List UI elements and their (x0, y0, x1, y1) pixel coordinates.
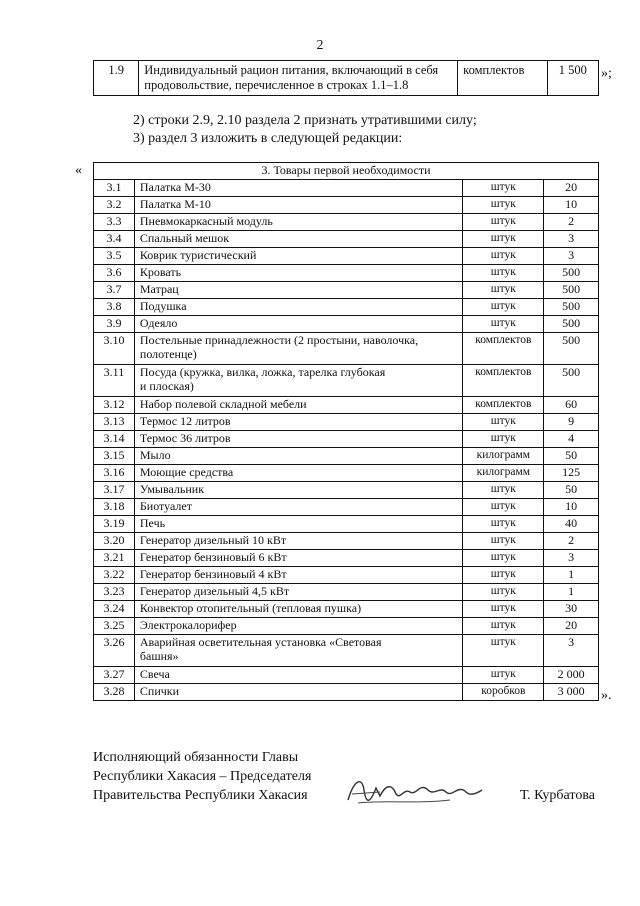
table-row (94, 397, 599, 414)
row-name (134, 516, 463, 533)
row-name (134, 299, 463, 316)
row-number: 3.4 (94, 231, 135, 248)
row-qty: 10 (544, 197, 599, 214)
row-qty: 4 (544, 431, 599, 448)
row-name (134, 567, 463, 584)
row-unit: штук (463, 214, 544, 231)
row-unit: штук (463, 533, 544, 550)
table-row (94, 567, 599, 584)
row-unit: штук (463, 618, 544, 635)
row-name-line2: и плоская) (139, 379, 194, 393)
row-unit: штук (463, 601, 544, 618)
table-row (94, 533, 599, 550)
row-qty: 30 (544, 601, 599, 618)
row-qty: 20 (544, 618, 599, 635)
handwritten-signature (340, 770, 490, 810)
row-unit: штук (463, 248, 544, 265)
row-name (134, 550, 463, 567)
row-number: 3.3 (94, 214, 135, 231)
row-number: 3.13 (94, 414, 135, 431)
row-name (134, 333, 463, 365)
row-unit: штук (463, 667, 544, 684)
row-number: 3.25 (94, 618, 135, 635)
row-qty: 500 (544, 265, 599, 282)
row-name-line1: Генератор бензиновый 4 кВт (139, 567, 287, 581)
row-name (134, 482, 463, 499)
row-name (134, 584, 463, 601)
paragraph-2: 2) строки 2.9, 2.10 раздела 2 признать утратившими силу; (133, 113, 477, 128)
top-close-quote: »; (601, 66, 612, 81)
table-row (94, 265, 599, 282)
table-row (94, 465, 599, 482)
row-qty: 10 (544, 499, 599, 516)
row-name (134, 397, 463, 414)
row-number: 3.22 (94, 567, 135, 584)
row-name (139, 61, 458, 96)
table-row (94, 684, 599, 701)
row-name-line1: Спальный мешок (139, 231, 230, 245)
table-row (94, 333, 599, 365)
table-row (94, 365, 599, 397)
row-name (134, 231, 463, 248)
row-qty: 20 (544, 180, 599, 197)
table-row (94, 214, 599, 231)
row-name (134, 465, 463, 482)
row-name-line2: полотенце) (139, 347, 197, 361)
section-header-row (94, 163, 599, 180)
table-row (94, 414, 599, 431)
row-qty: 125 (544, 465, 599, 482)
row-name-line2: продовольствие, перечисленное в строках 1.1–1.8 (144, 78, 409, 92)
row-number: 3.20 (94, 533, 135, 550)
row-unit: штук (463, 265, 544, 282)
table-row (94, 231, 599, 248)
row-name-line1: Печь (139, 516, 166, 530)
open-quote: « (75, 163, 82, 178)
row-qty: 3 (544, 635, 599, 667)
row-unit: комплектов (463, 397, 544, 414)
row-number: 3.2 (94, 197, 135, 214)
table-row (94, 180, 599, 197)
row-unit: штук (463, 231, 544, 248)
row-name (134, 282, 463, 299)
row-unit: штук (463, 414, 544, 431)
row-name-line1: Генератор бензиновый 6 кВт (139, 550, 287, 564)
previous-table-row (93, 60, 599, 96)
signatory-line1: Исполняющий обязанности Главы (93, 750, 299, 765)
row-unit: штук (463, 482, 544, 499)
row-number: 3.27 (94, 667, 135, 684)
section-3-table (93, 162, 599, 701)
row-number: 3.9 (94, 316, 135, 333)
row-number: 3.12 (94, 397, 135, 414)
section-title: 3. Товары первой необходимости (94, 163, 599, 180)
row-qty: 40 (544, 516, 599, 533)
row-name-line1: Палатка М-30 (139, 180, 211, 194)
row-name (134, 265, 463, 282)
row-number: 3.15 (94, 448, 135, 465)
table-row (94, 584, 599, 601)
row-qty: 1 500 (547, 61, 598, 96)
row-name-line1: Биотуалет (139, 499, 192, 513)
table-row (94, 516, 599, 533)
row-unit: комплектов (463, 333, 544, 365)
row-unit: штук (463, 499, 544, 516)
row-name (134, 431, 463, 448)
row-unit: штук (463, 550, 544, 567)
row-qty: 2 (544, 214, 599, 231)
row-name (134, 316, 463, 333)
row-qty: 9 (544, 414, 599, 431)
row-qty: 500 (544, 333, 599, 365)
row-name-line1: Термос 36 литров (139, 431, 231, 445)
row-qty: 3 (544, 231, 599, 248)
row-qty: 3 (544, 550, 599, 567)
row-name (134, 684, 463, 701)
row-number: 3.8 (94, 299, 135, 316)
table-row (94, 499, 599, 516)
row-unit: штук (463, 180, 544, 197)
row-name (134, 618, 463, 635)
row-qty: 50 (544, 448, 599, 465)
row-number: 3.28 (94, 684, 135, 701)
row-number: 3.6 (94, 265, 135, 282)
row-qty: 3 000 (544, 684, 599, 701)
row-number: 3.19 (94, 516, 135, 533)
row-name (134, 635, 463, 667)
row-name-line1: Моющие средства (139, 465, 234, 479)
table-row (94, 61, 599, 96)
row-name (134, 180, 463, 197)
row-name-line1: Подушка (139, 299, 187, 313)
row-unit: килограмм (463, 465, 544, 482)
row-qty: 3 (544, 248, 599, 265)
row-name-line1: Генератор дизельный 10 кВт (139, 533, 287, 547)
row-name (134, 365, 463, 397)
row-unit: комплектов (458, 61, 548, 96)
table-row (94, 282, 599, 299)
row-name-line1: Электрокалорифер (139, 618, 237, 632)
row-unit: штук (463, 431, 544, 448)
row-number: 3.11 (94, 365, 135, 397)
row-unit: штук (463, 567, 544, 584)
row-number: 3.24 (94, 601, 135, 618)
row-name-line1: Пневмокаркасный модуль (139, 214, 273, 228)
row-unit: штук (463, 584, 544, 601)
row-number: 3.5 (94, 248, 135, 265)
row-name (134, 414, 463, 431)
row-name (134, 214, 463, 231)
row-number: 3.10 (94, 333, 135, 365)
row-unit: штук (463, 282, 544, 299)
row-number: 3.23 (94, 584, 135, 601)
row-qty: 2 000 (544, 667, 599, 684)
row-unit: штук (463, 299, 544, 316)
row-name-line1: Мыло (139, 448, 171, 462)
row-name (134, 533, 463, 550)
row-name-line1: Конвектор отопительный (тепловая пушка) (139, 601, 362, 615)
row-qty: 60 (544, 397, 599, 414)
row-name-line1: Матрац (139, 282, 179, 296)
row-number: 3.21 (94, 550, 135, 567)
table-row (94, 431, 599, 448)
signatory-line2: Республики Хакасия – Председателя (93, 769, 312, 784)
row-name-line1: Набор полевой складной мебели (139, 397, 307, 411)
row-number: 1.9 (94, 61, 139, 96)
row-qty: 50 (544, 482, 599, 499)
row-name-line1: Индивидуальный рацион питания, включающий в себя (144, 63, 439, 77)
table-row (94, 667, 599, 684)
table-row (94, 248, 599, 265)
row-name-line1: Палатка М-10 (139, 197, 211, 211)
row-name-line1: Умывальник (139, 482, 205, 496)
table-row (94, 618, 599, 635)
row-qty: 500 (544, 299, 599, 316)
signatory-block (93, 748, 311, 805)
row-number: 3.1 (94, 180, 135, 197)
row-name-line1: Постельные принадлежности (2 простыни, наволочка, (139, 333, 419, 347)
row-name (134, 197, 463, 214)
row-number: 3.14 (94, 431, 135, 448)
row-qty: 500 (544, 282, 599, 299)
row-unit: килограмм (463, 448, 544, 465)
row-name-line1: Коврик туристический (139, 248, 257, 262)
row-name (134, 248, 463, 265)
row-number: 3.7 (94, 282, 135, 299)
table-row (94, 482, 599, 499)
row-number: 3.16 (94, 465, 135, 482)
row-unit: штук (463, 635, 544, 667)
row-name (134, 601, 463, 618)
row-qty: 500 (544, 365, 599, 397)
row-qty: 1 (544, 584, 599, 601)
row-name-line1: Спички (139, 684, 180, 698)
row-name (134, 448, 463, 465)
table-row (94, 299, 599, 316)
row-number: 3.26 (94, 635, 135, 667)
row-unit: коробков (463, 684, 544, 701)
row-unit: комплектов (463, 365, 544, 397)
row-name-line2: башня» (139, 649, 179, 663)
row-name (134, 499, 463, 516)
row-unit: штук (463, 516, 544, 533)
row-name-line1: Термос 12 литров (139, 414, 231, 428)
row-name (134, 667, 463, 684)
row-qty: 500 (544, 316, 599, 333)
table-row (94, 316, 599, 333)
row-name-line1: Одеяло (139, 316, 178, 330)
table-row (94, 448, 599, 465)
table-row (94, 635, 599, 667)
page-number: 2 (316, 38, 324, 53)
table-row (94, 550, 599, 567)
row-unit: штук (463, 197, 544, 214)
close-quote: ». (601, 688, 612, 703)
table-row (94, 197, 599, 214)
row-qty: 1 (544, 567, 599, 584)
row-name-line1: Аварийная осветительная установка «Световая (139, 635, 382, 649)
paragraph-3: 3) раздел 3 изложить в следующей редакции: (133, 131, 403, 146)
row-qty: 2 (544, 533, 599, 550)
row-name-line1: Кровать (139, 265, 182, 279)
row-name-line1: Посуда (кружка, вилка, ложка, тарелка глубокая (139, 365, 386, 379)
row-name-line1: Генератор дизельный 4,5 кВт (139, 584, 290, 598)
row-unit: штук (463, 316, 544, 333)
signatory-name: Т. Курбатова (520, 788, 595, 803)
signatory-line3: Правительства Республики Хакасия (93, 788, 308, 803)
row-number: 3.17 (94, 482, 135, 499)
row-name-line1: Свеча (139, 667, 170, 681)
table-row (94, 601, 599, 618)
row-number: 3.18 (94, 499, 135, 516)
